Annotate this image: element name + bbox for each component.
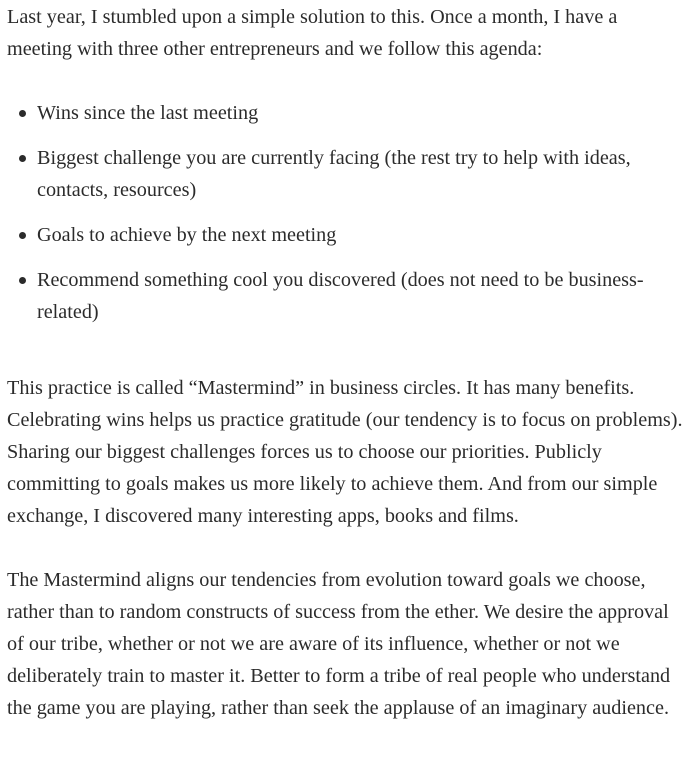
mastermind-paragraph: This practice is called “Mastermind” in business circles. It has many benefits. Celebrating wins helps us practice gratitude (our tendency is to focus on problems). Sharing our biggest challenges forces us to choose our priorities. Publicly committing to goals makes us more likely to achieve them. And from our simple exchange, I discovered many interesting apps, books and films. [7, 377, 683, 527]
agenda-item-wins: Wins since the last meeting [37, 97, 685, 129]
agenda-list [7, 97, 685, 328]
agenda-item-challenge: Biggest challenge you are currently facing (the rest try to help with ideas, contacts, resources) [37, 142, 685, 206]
agenda-item-recommend: Recommend something cool you discovered (does not need to be business-related) [37, 264, 685, 328]
tribe-paragraph: The Mastermind aligns our tendencies from evolution toward goals we choose, rather than to random constructs of success from the ether. We desire the approval of our tribe, whether or not we are aware of its influence, whether or not we deliberately train to master it. Better to form a tribe of real people who understand the game you are playing, rather than seek the applause of an imaginary audience. [7, 569, 671, 719]
intro-paragraph: Last year, I stumbled upon a simple solution to this. Once a month, I have a meeting with three other entrepreneurs and we follow this agenda: [7, 6, 618, 60]
agenda-item-goals: Goals to achieve by the next meeting [37, 219, 685, 251]
